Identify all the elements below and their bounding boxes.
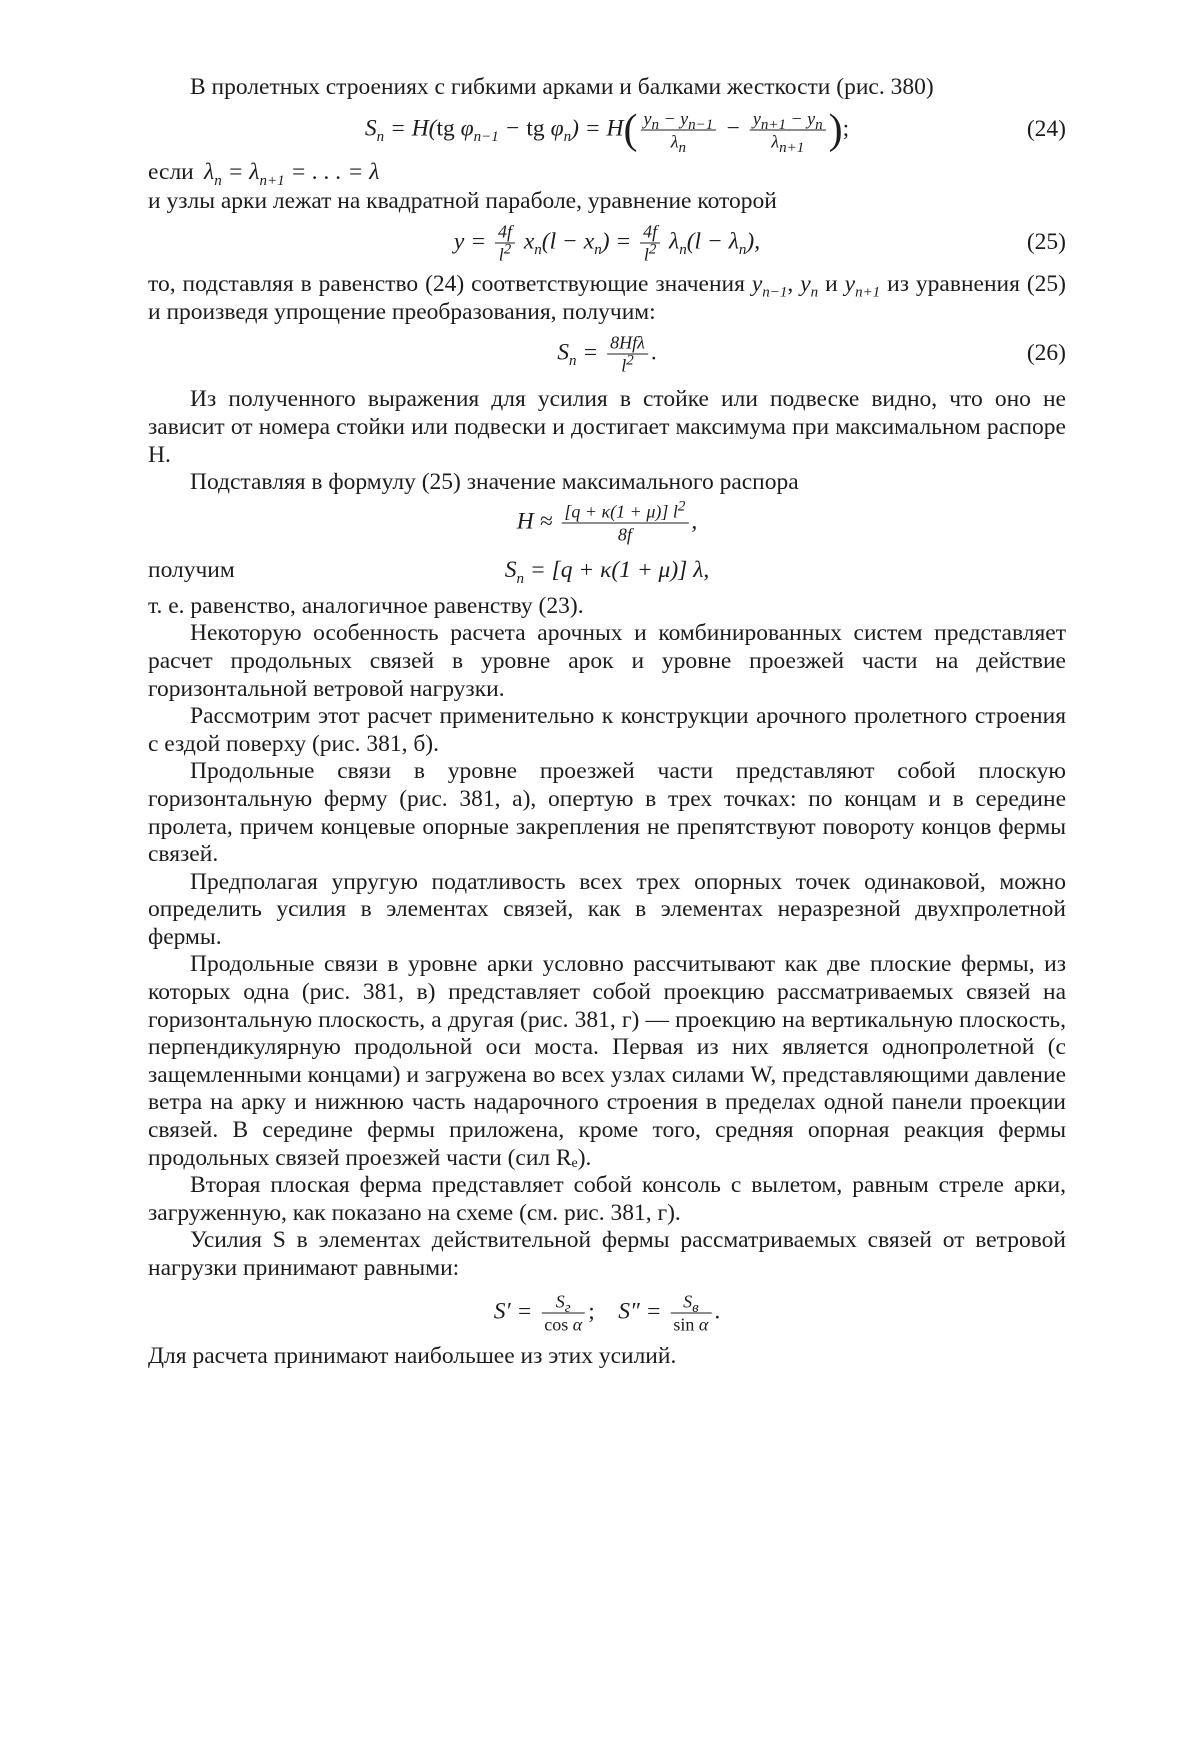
paragraph-equality: т. е. равенство, аналогичное равенству (23). — [148, 592, 584, 619]
paragraph-forces: Усилия S в элементах действительной фермы рассматриваемых связей от ветровой нагрузки принимают равными: — [148, 1227, 1066, 1281]
paragraph-substitution: то, подставляя в равенство (24) соответствующие значения $y_{n-1}$, $y_n$ и $y_{n+1}$ из уравнения (25) и произведя упрощение преобразования, получим: — [148, 271, 1066, 325]
paragraph-compliance: Предполагая упругую податливость всех трех опорных точек одинаковой, можно определить усилия в элементах связей, как в элементах неразрезной двухпролетной фермы. — [148, 868, 1066, 950]
text-column — [148, 74, 1066, 1370]
received-label: получим — [148, 556, 235, 583]
equation-24: $S_n = H(tg$ $\varphi_{n-1}$ − tg $\varphi_n) = H$( $\frac{y_n - y_{n-1}}{\lambda_n}$ − $\frac{y_{n+1} - y_n}{\lambda_{n+1}}$ ); (24) — [364, 106, 1066, 156]
condition-lambda: если $\lambda_n = \lambda_{n+1}$ = . . . = λ — [148, 158, 380, 189]
paragraph-conclusion: Из полученного выражения для усилия в стойке или подвеске видно, что оно не зависит от номера стойки или подвески и достигает максимума при максимальном распоре H. — [148, 386, 1066, 468]
paragraph-deck-bracing: Продольные связи в уровне проезжей части представляют собой плоскую горизонтальную ферму (рис. 381, а), опертую в трех точках: по концам и в середине пролета, причем концевые опорные закрепления не препятствуют повороту концов фермы связей. — [148, 758, 1066, 868]
paragraph-arch-bracing: Продольные связи в уровне арки условно рассчитывают как две плоские фермы, из которых одна (рис. 381, в) представляет собой проекцию рассматриваемых связей на горизонтальную плоскость, а другая (рис. 381, г) — проекцию на вертикальную плоскость, перпендикулярную продольной оси моста. Первая из них является однопролетной (с защемленными концами) и загружена во всех узлах силами W, представляющими давление ветра на арку и нижнюю часть надарочного строения в пределах одной панели проекции связей. В середине фермы приложена, кроме того, средняя опорная реакция фермы продольных связей проезжей части (сил Rₑ). — [148, 951, 1066, 1171]
equation-26: $S_n$ = $\frac{\text{8Hfλ}}{l^2}$ . (26) — [557, 332, 1066, 376]
if-label: если — [148, 158, 194, 185]
paragraph-max-thrust: Подставляя в формулу (25) значение максимального распора — [190, 469, 799, 496]
paragraph-parabola: и узлы арки лежат на квадратной параболе, уравнение которой — [148, 187, 777, 214]
equation-25: y = $\frac{4f}{l^2}$ $x_n(l - x_n)$ = $\frac{4f}{l^2}$ $\lambda_n(l - \lambda_n)$, (25) — [453, 221, 1066, 265]
paragraph-cantilever: Вторая плоская ферма представляет собой консоль с вылетом, равным стреле арки, загруженную, как показано на схеме (см. рис. 381, г). — [148, 1172, 1066, 1226]
paragraph-intro: В пролетных строениях с гибкими арками и балками жесткости (рис. 380) — [190, 74, 934, 100]
equation-number-24: (24) — [1026, 115, 1066, 142]
equation-thrust: H ≈ $\frac{[q + \kappa(1 + \mu)] l^2}{8f}$ , — [516, 498, 698, 545]
paragraph-consider: Рассмотрим этот расчет применительно к конструкции арочного пролетного строения с ездой поверху (рис. 381, б). — [148, 703, 1066, 757]
equation-number-26: (26) — [1026, 340, 1066, 367]
equation-forces: S′ = $\frac{S_г}{\text{cos α}}$ ; S″ = $\frac{S_в}{\text{sin α}}$ . — [493, 1291, 721, 1335]
equation-number-25: (25) — [1026, 229, 1066, 256]
equation-sn-result: получим $S_n = [q + \kappa(1 + \mu)]$ λ, — [148, 556, 710, 587]
paragraph-feature: Некоторую особенность расчета арочных и комбинированных систем представляет расчет продольных связей в уровне арок и уровне проезжей части на действие горизонтальной ветровой нагрузки. — [148, 620, 1066, 702]
paragraph-final: Для расчета принимают наибольшее из этих усилий. — [148, 1342, 677, 1369]
